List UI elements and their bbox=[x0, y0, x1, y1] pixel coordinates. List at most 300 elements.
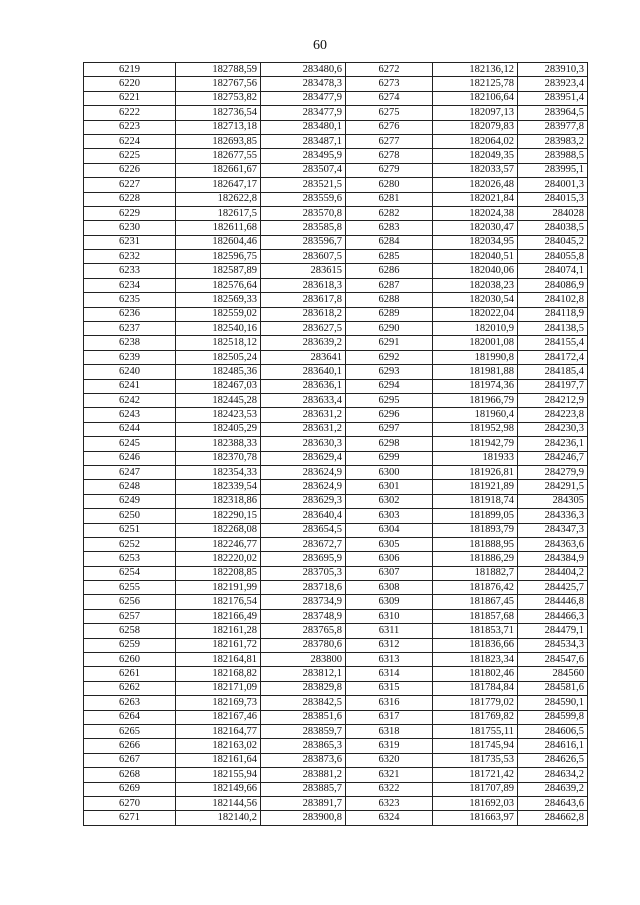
x-coordinate-cell: 181853,71 bbox=[433, 624, 518, 638]
point-number-cell: 6246 bbox=[84, 451, 176, 465]
table-row bbox=[84, 221, 588, 235]
point-number-cell: 6251 bbox=[84, 523, 176, 537]
x-coordinate-cell: 182021,84 bbox=[433, 192, 518, 206]
table-row bbox=[84, 811, 588, 825]
table-row bbox=[84, 278, 588, 292]
x-coordinate-cell: 182518,12 bbox=[176, 336, 261, 350]
x-coordinate-cell: 182485,36 bbox=[176, 365, 261, 379]
table-row bbox=[84, 710, 588, 724]
point-number-cell: 6252 bbox=[84, 537, 176, 551]
y-coordinate-cell: 284055,8 bbox=[518, 250, 588, 264]
point-number-cell: 6292 bbox=[346, 350, 433, 364]
x-coordinate-cell: 181784,84 bbox=[433, 681, 518, 695]
table-row bbox=[84, 609, 588, 623]
x-coordinate-cell: 182040,06 bbox=[433, 264, 518, 278]
y-coordinate-cell: 284155,4 bbox=[518, 336, 588, 350]
x-coordinate-cell: 181735,53 bbox=[433, 753, 518, 767]
y-coordinate-cell: 284086,9 bbox=[518, 278, 588, 292]
y-coordinate-cell: 284074,1 bbox=[518, 264, 588, 278]
point-number-cell: 6306 bbox=[346, 552, 433, 566]
table-row bbox=[84, 178, 588, 192]
table-row bbox=[84, 667, 588, 681]
x-coordinate-cell: 181663,97 bbox=[433, 811, 518, 825]
point-number-cell: 6269 bbox=[84, 782, 176, 796]
y-coordinate-cell: 284479,1 bbox=[518, 624, 588, 638]
point-number-cell: 6239 bbox=[84, 350, 176, 364]
y-coordinate-cell: 283885,7 bbox=[261, 782, 346, 796]
y-coordinate-cell: 284102,8 bbox=[518, 293, 588, 307]
y-coordinate-cell: 284384,9 bbox=[518, 552, 588, 566]
table-row bbox=[84, 379, 588, 393]
point-number-cell: 6234 bbox=[84, 278, 176, 292]
x-coordinate-cell: 182176,54 bbox=[176, 595, 261, 609]
point-number-cell: 6219 bbox=[84, 63, 176, 77]
point-number-cell: 6240 bbox=[84, 365, 176, 379]
x-coordinate-cell: 182220,02 bbox=[176, 552, 261, 566]
point-number-cell: 6261 bbox=[84, 667, 176, 681]
y-coordinate-cell: 284336,3 bbox=[518, 509, 588, 523]
point-number-cell: 6307 bbox=[346, 566, 433, 580]
y-coordinate-cell: 284404,2 bbox=[518, 566, 588, 580]
x-coordinate-cell: 182423,53 bbox=[176, 408, 261, 422]
table-row bbox=[84, 293, 588, 307]
y-coordinate-cell: 284643,6 bbox=[518, 796, 588, 810]
point-number-cell: 6301 bbox=[346, 480, 433, 494]
x-coordinate-cell: 181918,74 bbox=[433, 494, 518, 508]
coordinates-table bbox=[83, 62, 588, 826]
point-number-cell: 6283 bbox=[346, 221, 433, 235]
x-coordinate-cell: 181721,42 bbox=[433, 768, 518, 782]
point-number-cell: 6260 bbox=[84, 653, 176, 667]
x-coordinate-cell: 182166,49 bbox=[176, 609, 261, 623]
y-coordinate-cell: 284015,3 bbox=[518, 192, 588, 206]
x-coordinate-cell: 182540,16 bbox=[176, 322, 261, 336]
point-number-cell: 6253 bbox=[84, 552, 176, 566]
x-coordinate-cell: 181981,88 bbox=[433, 365, 518, 379]
y-coordinate-cell: 283629,3 bbox=[261, 494, 346, 508]
x-coordinate-cell: 181692,03 bbox=[433, 796, 518, 810]
point-number-cell: 6278 bbox=[346, 149, 433, 163]
point-number-cell: 6296 bbox=[346, 408, 433, 422]
y-coordinate-cell: 283765,8 bbox=[261, 624, 346, 638]
x-coordinate-cell: 182022,04 bbox=[433, 307, 518, 321]
point-number-cell: 6231 bbox=[84, 235, 176, 249]
point-number-cell: 6284 bbox=[346, 235, 433, 249]
table-row bbox=[84, 235, 588, 249]
x-coordinate-cell: 182097,13 bbox=[433, 106, 518, 120]
y-coordinate-cell: 283559,6 bbox=[261, 192, 346, 206]
y-coordinate-cell: 283812,1 bbox=[261, 667, 346, 681]
point-number-cell: 6310 bbox=[346, 609, 433, 623]
y-coordinate-cell: 283633,4 bbox=[261, 393, 346, 407]
point-number-cell: 6254 bbox=[84, 566, 176, 580]
point-number-cell: 6266 bbox=[84, 739, 176, 753]
page-number: 60 bbox=[313, 38, 327, 53]
x-coordinate-cell: 181857,68 bbox=[433, 609, 518, 623]
x-coordinate-cell: 182596,75 bbox=[176, 250, 261, 264]
table-row bbox=[84, 422, 588, 436]
y-coordinate-cell: 283487,1 bbox=[261, 134, 346, 148]
x-coordinate-cell: 181882,7 bbox=[433, 566, 518, 580]
point-number-cell: 6322 bbox=[346, 782, 433, 796]
point-number-cell: 6227 bbox=[84, 178, 176, 192]
y-coordinate-cell: 284534,3 bbox=[518, 638, 588, 652]
point-number-cell: 6233 bbox=[84, 264, 176, 278]
y-coordinate-cell: 283988,5 bbox=[518, 149, 588, 163]
y-coordinate-cell: 283873,6 bbox=[261, 753, 346, 767]
x-coordinate-cell: 182370,78 bbox=[176, 451, 261, 465]
point-number-cell: 6224 bbox=[84, 134, 176, 148]
point-number-cell: 6314 bbox=[346, 667, 433, 681]
point-number-cell: 6263 bbox=[84, 696, 176, 710]
x-coordinate-cell: 182030,47 bbox=[433, 221, 518, 235]
point-number-cell: 6273 bbox=[346, 77, 433, 91]
point-number-cell: 6257 bbox=[84, 609, 176, 623]
table-row bbox=[84, 206, 588, 220]
table-row bbox=[84, 192, 588, 206]
table-row bbox=[84, 581, 588, 595]
x-coordinate-cell: 182713,18 bbox=[176, 120, 261, 134]
point-number-cell: 6248 bbox=[84, 480, 176, 494]
y-coordinate-cell: 283842,5 bbox=[261, 696, 346, 710]
x-coordinate-cell: 182136,12 bbox=[433, 63, 518, 77]
y-coordinate-cell: 284547,6 bbox=[518, 653, 588, 667]
y-coordinate-cell: 284560 bbox=[518, 667, 588, 681]
x-coordinate-cell: 182736,54 bbox=[176, 106, 261, 120]
table-row bbox=[84, 91, 588, 105]
y-coordinate-cell: 283891,7 bbox=[261, 796, 346, 810]
x-coordinate-cell: 181769,82 bbox=[433, 710, 518, 724]
y-coordinate-cell: 283627,5 bbox=[261, 322, 346, 336]
table-row bbox=[84, 796, 588, 810]
point-number-cell: 6305 bbox=[346, 537, 433, 551]
point-number-cell: 6242 bbox=[84, 393, 176, 407]
x-coordinate-cell: 182024,38 bbox=[433, 206, 518, 220]
point-number-cell: 6249 bbox=[84, 494, 176, 508]
point-number-cell: 6304 bbox=[346, 523, 433, 537]
y-coordinate-cell: 283615 bbox=[261, 264, 346, 278]
x-coordinate-cell: 182617,5 bbox=[176, 206, 261, 220]
y-coordinate-cell: 283859,7 bbox=[261, 724, 346, 738]
x-coordinate-cell: 182576,64 bbox=[176, 278, 261, 292]
y-coordinate-cell: 283900,8 bbox=[261, 811, 346, 825]
point-number-cell: 6318 bbox=[346, 724, 433, 738]
point-number-cell: 6298 bbox=[346, 437, 433, 451]
point-number-cell: 6241 bbox=[84, 379, 176, 393]
table-row bbox=[84, 250, 588, 264]
point-number-cell: 6265 bbox=[84, 724, 176, 738]
x-coordinate-cell: 182246,77 bbox=[176, 537, 261, 551]
y-coordinate-cell: 283477,9 bbox=[261, 106, 346, 120]
y-coordinate-cell: 284028 bbox=[518, 206, 588, 220]
table-row bbox=[84, 566, 588, 580]
x-coordinate-cell: 182604,46 bbox=[176, 235, 261, 249]
table-row bbox=[84, 681, 588, 695]
y-coordinate-cell: 283923,4 bbox=[518, 77, 588, 91]
table-row bbox=[84, 537, 588, 551]
x-coordinate-cell: 182038,23 bbox=[433, 278, 518, 292]
table-row bbox=[84, 149, 588, 163]
table-row bbox=[84, 494, 588, 508]
y-coordinate-cell: 284626,5 bbox=[518, 753, 588, 767]
y-coordinate-cell: 283951,4 bbox=[518, 91, 588, 105]
point-number-cell: 6235 bbox=[84, 293, 176, 307]
x-coordinate-cell: 182388,33 bbox=[176, 437, 261, 451]
x-coordinate-cell: 182040,51 bbox=[433, 250, 518, 264]
point-number-cell: 6295 bbox=[346, 393, 433, 407]
point-number-cell: 6221 bbox=[84, 91, 176, 105]
point-number-cell: 6319 bbox=[346, 739, 433, 753]
point-number-cell: 6220 bbox=[84, 77, 176, 91]
point-number-cell: 6286 bbox=[346, 264, 433, 278]
x-coordinate-cell: 182753,82 bbox=[176, 91, 261, 105]
x-coordinate-cell: 181745,94 bbox=[433, 739, 518, 753]
y-coordinate-cell: 283718,6 bbox=[261, 581, 346, 595]
y-coordinate-cell: 283596,7 bbox=[261, 235, 346, 249]
table-row bbox=[84, 465, 588, 479]
x-coordinate-cell: 182622,8 bbox=[176, 192, 261, 206]
table-row bbox=[84, 120, 588, 134]
x-coordinate-cell: 182164,81 bbox=[176, 653, 261, 667]
y-coordinate-cell: 283585,8 bbox=[261, 221, 346, 235]
table-row bbox=[84, 163, 588, 177]
x-coordinate-cell: 182339,54 bbox=[176, 480, 261, 494]
x-coordinate-cell: 182171,09 bbox=[176, 681, 261, 695]
table-row bbox=[84, 768, 588, 782]
y-coordinate-cell: 284197,7 bbox=[518, 379, 588, 393]
x-coordinate-cell: 182161,28 bbox=[176, 624, 261, 638]
point-number-cell: 6309 bbox=[346, 595, 433, 609]
point-number-cell: 6280 bbox=[346, 178, 433, 192]
table-row bbox=[84, 106, 588, 120]
x-coordinate-cell: 182611,68 bbox=[176, 221, 261, 235]
point-number-cell: 6275 bbox=[346, 106, 433, 120]
x-coordinate-cell: 182033,57 bbox=[433, 163, 518, 177]
x-coordinate-cell: 181876,42 bbox=[433, 581, 518, 595]
x-coordinate-cell: 181886,29 bbox=[433, 552, 518, 566]
table-row bbox=[84, 408, 588, 422]
point-number-cell: 6232 bbox=[84, 250, 176, 264]
table-row bbox=[84, 451, 588, 465]
y-coordinate-cell: 283640,1 bbox=[261, 365, 346, 379]
y-coordinate-cell: 284236,1 bbox=[518, 437, 588, 451]
point-number-cell: 6299 bbox=[346, 451, 433, 465]
x-coordinate-cell: 182445,28 bbox=[176, 393, 261, 407]
table-row bbox=[84, 782, 588, 796]
coordinates-table-body bbox=[84, 63, 588, 826]
y-coordinate-cell: 283624,9 bbox=[261, 465, 346, 479]
y-coordinate-cell: 283705,3 bbox=[261, 566, 346, 580]
x-coordinate-cell: 181888,95 bbox=[433, 537, 518, 551]
y-coordinate-cell: 283617,8 bbox=[261, 293, 346, 307]
point-number-cell: 6229 bbox=[84, 206, 176, 220]
x-coordinate-cell: 181779,02 bbox=[433, 696, 518, 710]
x-coordinate-cell: 182559,02 bbox=[176, 307, 261, 321]
x-coordinate-cell: 182001,08 bbox=[433, 336, 518, 350]
x-coordinate-cell: 181921,89 bbox=[433, 480, 518, 494]
x-coordinate-cell: 182405,29 bbox=[176, 422, 261, 436]
y-coordinate-cell: 284662,8 bbox=[518, 811, 588, 825]
point-number-cell: 6277 bbox=[346, 134, 433, 148]
point-number-cell: 6324 bbox=[346, 811, 433, 825]
y-coordinate-cell: 283672,7 bbox=[261, 537, 346, 551]
x-coordinate-cell: 182161,72 bbox=[176, 638, 261, 652]
table-row bbox=[84, 437, 588, 451]
x-coordinate-cell: 181952,98 bbox=[433, 422, 518, 436]
x-coordinate-cell: 182161,64 bbox=[176, 753, 261, 767]
y-coordinate-cell: 284581,6 bbox=[518, 681, 588, 695]
y-coordinate-cell: 283983,2 bbox=[518, 134, 588, 148]
table-row bbox=[84, 365, 588, 379]
x-coordinate-cell: 182268,08 bbox=[176, 523, 261, 537]
point-number-cell: 6303 bbox=[346, 509, 433, 523]
x-coordinate-cell: 181990,8 bbox=[433, 350, 518, 364]
x-coordinate-cell: 181893,79 bbox=[433, 523, 518, 537]
table-row bbox=[84, 322, 588, 336]
point-number-cell: 6270 bbox=[84, 796, 176, 810]
point-number-cell: 6238 bbox=[84, 336, 176, 350]
point-number-cell: 6259 bbox=[84, 638, 176, 652]
x-coordinate-cell: 182155,94 bbox=[176, 768, 261, 782]
point-number-cell: 6317 bbox=[346, 710, 433, 724]
x-coordinate-cell: 181823,34 bbox=[433, 653, 518, 667]
point-number-cell: 6256 bbox=[84, 595, 176, 609]
y-coordinate-cell: 283631,2 bbox=[261, 408, 346, 422]
x-coordinate-cell: 182034,95 bbox=[433, 235, 518, 249]
y-coordinate-cell: 284223,8 bbox=[518, 408, 588, 422]
point-number-cell: 6293 bbox=[346, 365, 433, 379]
x-coordinate-cell: 181755,11 bbox=[433, 724, 518, 738]
point-number-cell: 6247 bbox=[84, 465, 176, 479]
y-coordinate-cell: 283734,9 bbox=[261, 595, 346, 609]
y-coordinate-cell: 283641 bbox=[261, 350, 346, 364]
y-coordinate-cell: 283624,9 bbox=[261, 480, 346, 494]
table-row bbox=[84, 509, 588, 523]
y-coordinate-cell: 283800 bbox=[261, 653, 346, 667]
x-coordinate-cell: 182569,33 bbox=[176, 293, 261, 307]
point-number-cell: 6312 bbox=[346, 638, 433, 652]
point-number-cell: 6244 bbox=[84, 422, 176, 436]
y-coordinate-cell: 283865,3 bbox=[261, 739, 346, 753]
x-coordinate-cell: 181707,89 bbox=[433, 782, 518, 796]
y-coordinate-cell: 283521,5 bbox=[261, 178, 346, 192]
y-coordinate-cell: 283478,3 bbox=[261, 77, 346, 91]
x-coordinate-cell: 181942,79 bbox=[433, 437, 518, 451]
x-coordinate-cell: 181899,05 bbox=[433, 509, 518, 523]
x-coordinate-cell: 182149,66 bbox=[176, 782, 261, 796]
y-coordinate-cell: 283780,6 bbox=[261, 638, 346, 652]
x-coordinate-cell: 182693,85 bbox=[176, 134, 261, 148]
table-row bbox=[84, 724, 588, 738]
table-row bbox=[84, 638, 588, 652]
point-number-cell: 6276 bbox=[346, 120, 433, 134]
table-row bbox=[84, 307, 588, 321]
x-coordinate-cell: 182049,35 bbox=[433, 149, 518, 163]
y-coordinate-cell: 283748,9 bbox=[261, 609, 346, 623]
point-number-cell: 6289 bbox=[346, 307, 433, 321]
y-coordinate-cell: 283629,4 bbox=[261, 451, 346, 465]
point-number-cell: 6316 bbox=[346, 696, 433, 710]
point-number-cell: 6297 bbox=[346, 422, 433, 436]
x-coordinate-cell: 182026,48 bbox=[433, 178, 518, 192]
point-number-cell: 6237 bbox=[84, 322, 176, 336]
x-coordinate-cell: 182030,54 bbox=[433, 293, 518, 307]
x-coordinate-cell: 182163,02 bbox=[176, 739, 261, 753]
x-coordinate-cell: 181926,81 bbox=[433, 465, 518, 479]
x-coordinate-cell: 182106,64 bbox=[433, 91, 518, 105]
point-number-cell: 6274 bbox=[346, 91, 433, 105]
y-coordinate-cell: 283639,2 bbox=[261, 336, 346, 350]
y-coordinate-cell: 284291,5 bbox=[518, 480, 588, 494]
x-coordinate-cell: 182767,56 bbox=[176, 77, 261, 91]
y-coordinate-cell: 284639,2 bbox=[518, 782, 588, 796]
y-coordinate-cell: 284118,9 bbox=[518, 307, 588, 321]
point-number-cell: 6323 bbox=[346, 796, 433, 810]
y-coordinate-cell: 283495,9 bbox=[261, 149, 346, 163]
y-coordinate-cell: 284305 bbox=[518, 494, 588, 508]
point-number-cell: 6267 bbox=[84, 753, 176, 767]
point-number-cell: 6245 bbox=[84, 437, 176, 451]
table-row bbox=[84, 336, 588, 350]
x-coordinate-cell: 182010,9 bbox=[433, 322, 518, 336]
point-number-cell: 6223 bbox=[84, 120, 176, 134]
x-coordinate-cell: 182144,56 bbox=[176, 796, 261, 810]
table-row bbox=[84, 696, 588, 710]
y-coordinate-cell: 283851,6 bbox=[261, 710, 346, 724]
table-row bbox=[84, 552, 588, 566]
point-number-cell: 6282 bbox=[346, 206, 433, 220]
y-coordinate-cell: 283964,5 bbox=[518, 106, 588, 120]
point-number-cell: 6281 bbox=[346, 192, 433, 206]
point-number-cell: 6250 bbox=[84, 509, 176, 523]
x-coordinate-cell: 182164,77 bbox=[176, 724, 261, 738]
y-coordinate-cell: 284634,2 bbox=[518, 768, 588, 782]
x-coordinate-cell: 182169,73 bbox=[176, 696, 261, 710]
x-coordinate-cell: 182647,17 bbox=[176, 178, 261, 192]
point-number-cell: 6291 bbox=[346, 336, 433, 350]
y-coordinate-cell: 283881,2 bbox=[261, 768, 346, 782]
x-coordinate-cell: 182505,24 bbox=[176, 350, 261, 364]
y-coordinate-cell: 284446,8 bbox=[518, 595, 588, 609]
y-coordinate-cell: 284138,5 bbox=[518, 322, 588, 336]
x-coordinate-cell: 182064,02 bbox=[433, 134, 518, 148]
point-number-cell: 6258 bbox=[84, 624, 176, 638]
table-row bbox=[84, 523, 588, 537]
point-number-cell: 6294 bbox=[346, 379, 433, 393]
table-row bbox=[84, 739, 588, 753]
table-row bbox=[84, 595, 588, 609]
table-row bbox=[84, 63, 588, 77]
x-coordinate-cell: 182677,55 bbox=[176, 149, 261, 163]
point-number-cell: 6255 bbox=[84, 581, 176, 595]
point-number-cell: 6225 bbox=[84, 149, 176, 163]
y-coordinate-cell: 283607,5 bbox=[261, 250, 346, 264]
y-coordinate-cell: 284045,2 bbox=[518, 235, 588, 249]
y-coordinate-cell: 284172,4 bbox=[518, 350, 588, 364]
y-coordinate-cell: 283507,4 bbox=[261, 163, 346, 177]
point-number-cell: 6222 bbox=[84, 106, 176, 120]
y-coordinate-cell: 284347,3 bbox=[518, 523, 588, 537]
point-number-cell: 6288 bbox=[346, 293, 433, 307]
y-coordinate-cell: 284616,1 bbox=[518, 739, 588, 753]
y-coordinate-cell: 283829,8 bbox=[261, 681, 346, 695]
point-number-cell: 6279 bbox=[346, 163, 433, 177]
point-number-cell: 6315 bbox=[346, 681, 433, 695]
y-coordinate-cell: 283618,2 bbox=[261, 307, 346, 321]
x-coordinate-cell: 181933 bbox=[433, 451, 518, 465]
x-coordinate-cell: 181867,45 bbox=[433, 595, 518, 609]
y-coordinate-cell: 283570,8 bbox=[261, 206, 346, 220]
